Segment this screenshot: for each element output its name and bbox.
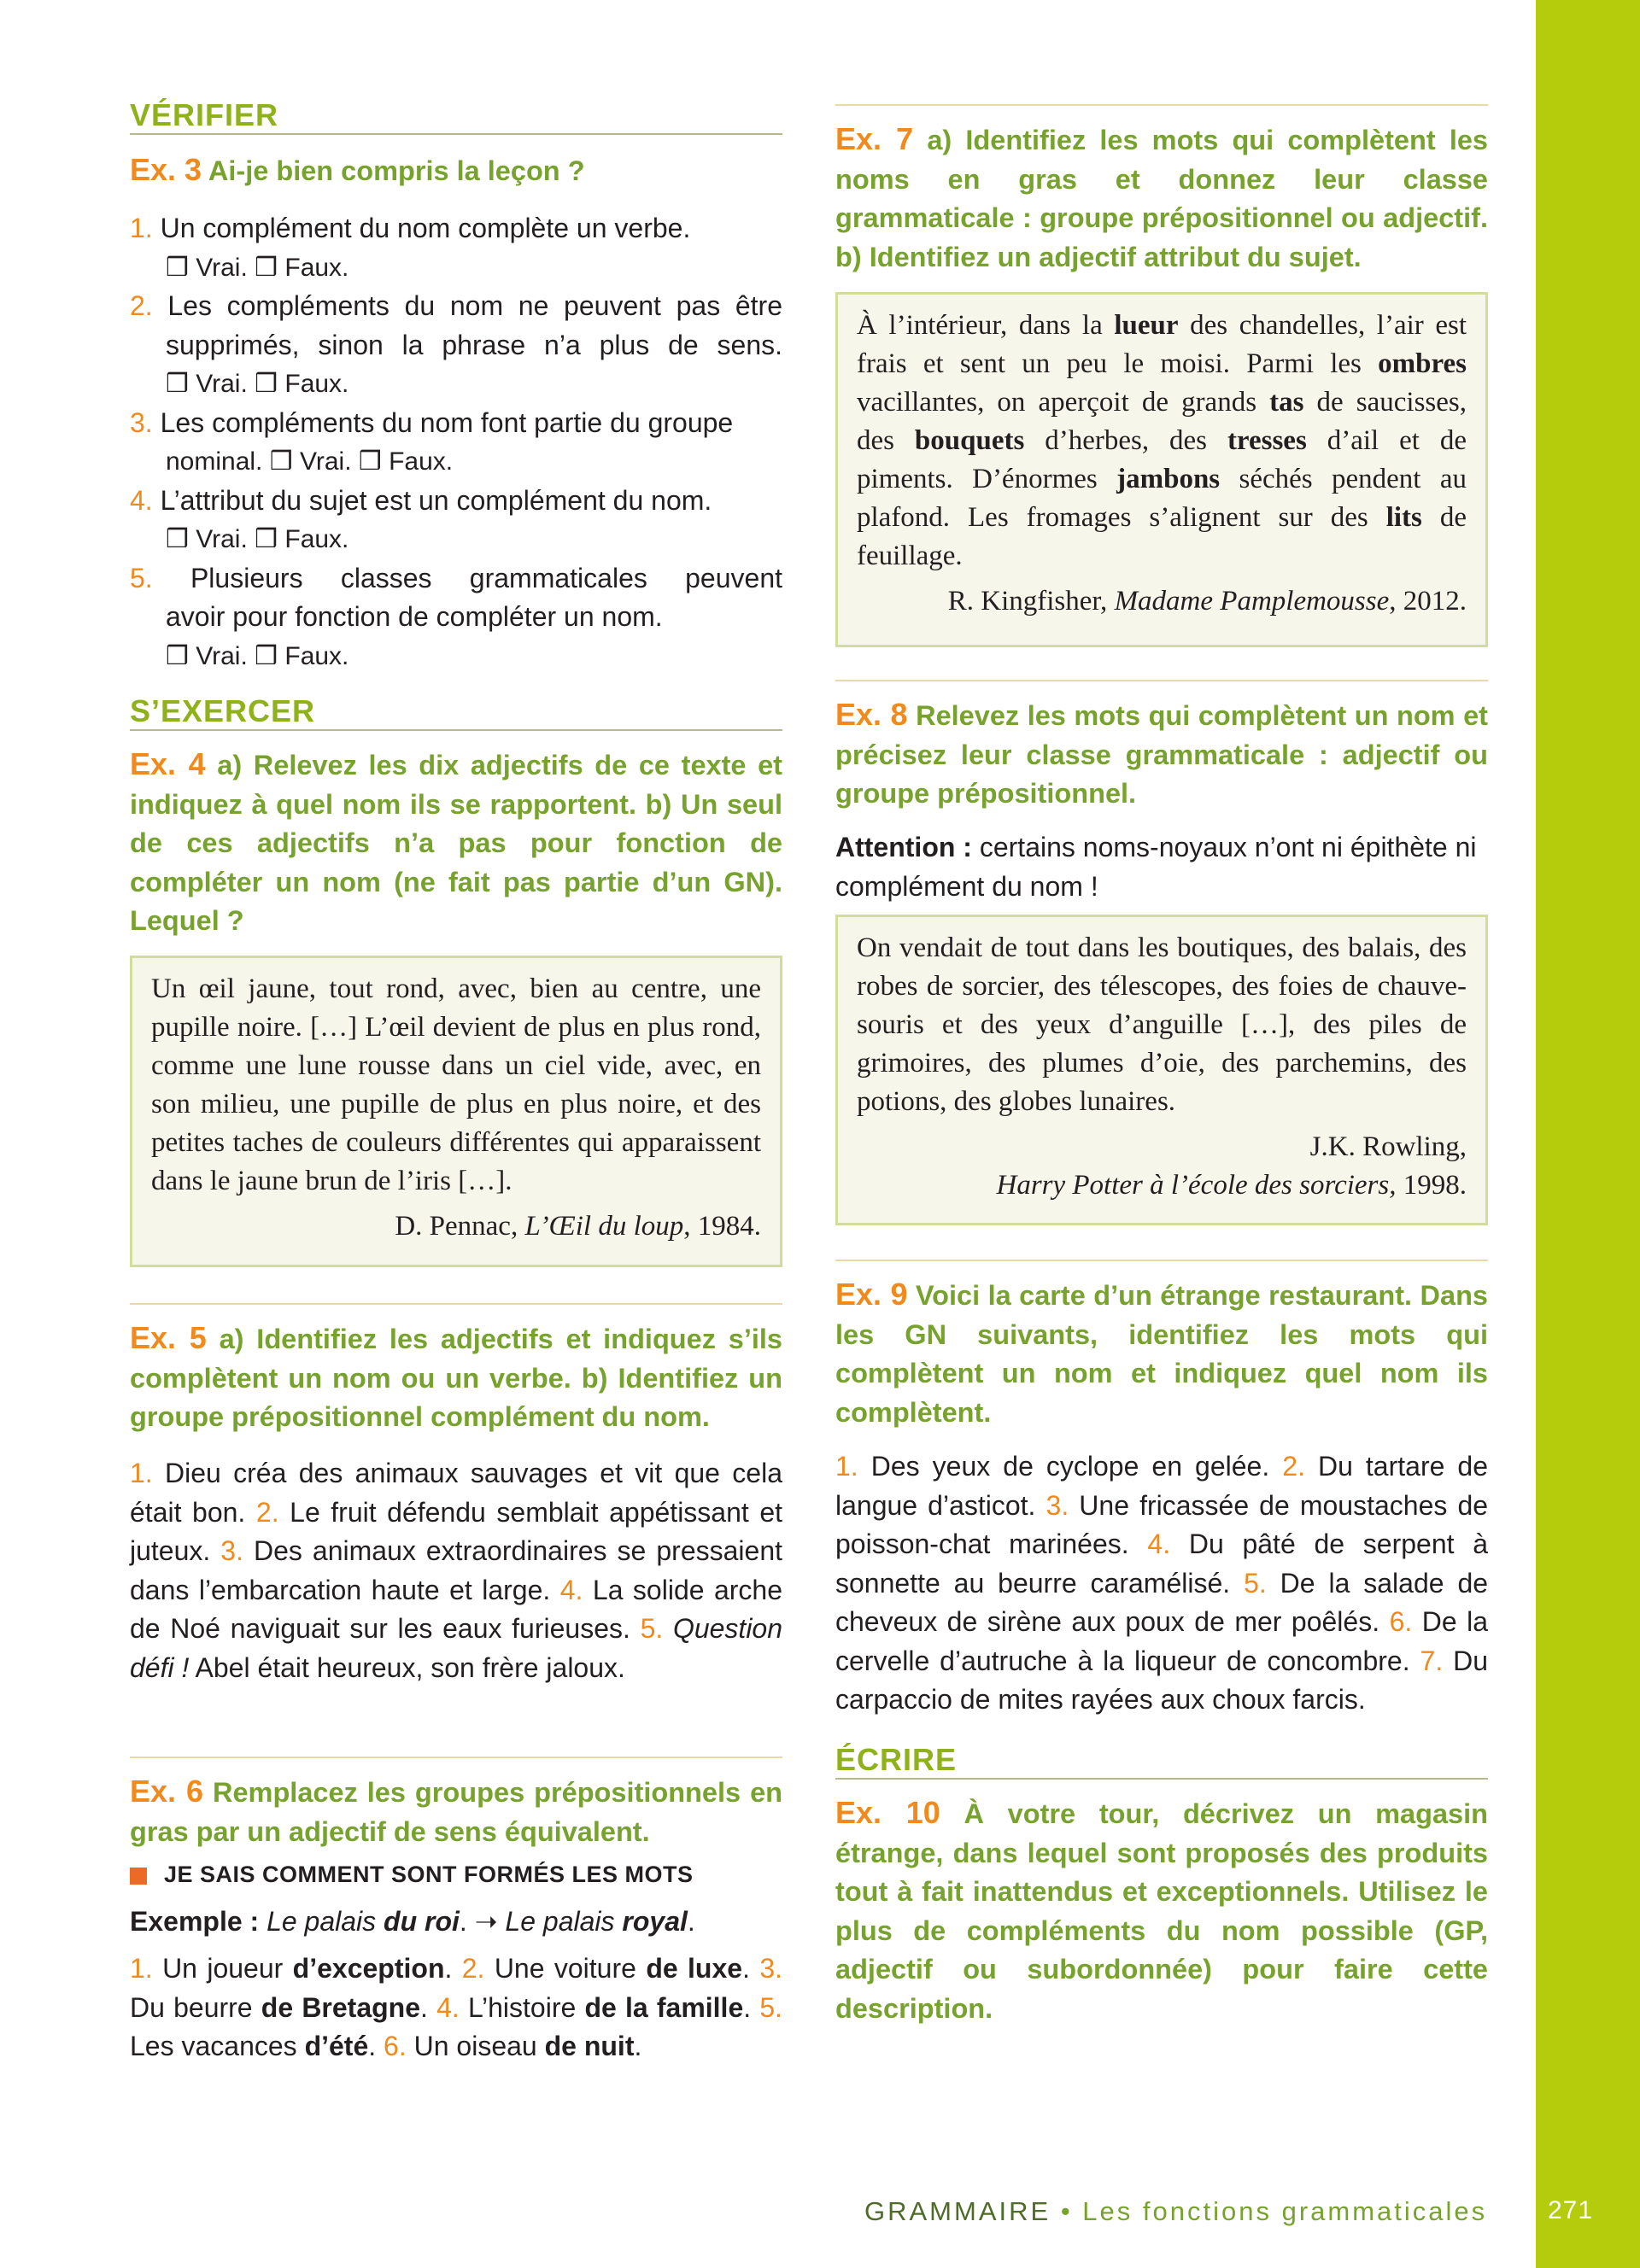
footer-section: GRAMMAIRE [864,2196,1051,2226]
answer-checkboxes: ❒ Vrai. ❒ Faux. [166,641,349,670]
exercise-number: Ex. 8 [835,697,908,732]
exercise-number: Ex. 9 [835,1277,908,1312]
arrow-icon: ➝ [474,1906,498,1937]
exercise-9-items: 1. Des yeux de cyclope en gelée. 2. Du tartare de langue d’asticot. 3. Une fricassée de moustaches de poisson-chat marinées. 4. Du pâté de serpent à sonnette au beurre caramélisé. 5. De la salade de cheveux de sirène aux poux de mer poêlés. 6. De la cervelle d’autruche à la liqueur de concombre. 7. Du carpaccio de mites rayées aux choux farcis. [835,1451,1489,1715]
exercise-7-title [835,120,1488,277]
section-heading-ecrire: ÉCRIRE [835,1742,1488,1780]
citation: R. Kingfisher, Madame Pamplemousse, 2012. [947,586,1467,617]
answer-checkboxes: ❒ Vrai. ❒ Faux. [166,370,349,398]
quoted-text: Un œil jaune, tout rond, avec, bien au centre, une pupille noire. […] L’œil devient de plus en plus rond, comme une lune rousse dans un ciel vide, avec, en son milieu, une pupille de plus en plus noire, et des petites taches de couleurs différentes qui apparaissent dans le jaune brun de l’iris […]. [151,973,761,1196]
question-item: 1. Un complément du nom complète un verbe. [130,213,691,243]
exercise-number: Ex. 4 [130,746,206,781]
answer-checkboxes: ❒ Vrai. ❒ Faux. [166,525,349,553]
question-item: 5. Plusieurs classes grammaticales peuvent [130,562,782,593]
exercise-instruction: Remplacez les groupes prépositionnels en gras par un adjectif de sens équivalent. [130,1777,782,1847]
citation-work: Harry Potter à l’école des sorciers, 1998. [996,1170,1467,1201]
exercise-5-title [130,1318,782,1437]
exercise-number: Ex. 10 [835,1795,940,1830]
exercise-6-items: 1. Un joueur d’exception. 2. Une voiture de luxe. 3. Du beurre de Bretagne. 4. L’histoire de la famille. 5. Les vacances d’été. 6. Un oiseau de nuit. [130,1953,783,2061]
exercise-separator [835,104,1488,106]
exercise-instruction: Relevez les mots qui complètent un nom et précisez leur classe grammaticale : adjectif ou groupe prépositionnel. [835,700,1488,809]
exercise-number: Ex. 5 [130,1320,207,1355]
exercise-instruction: a) Identifiez les mots qui complètent les noms en gras et donnez leur classe grammaticale : groupe prépositionnel ou adjectif. b) Identifiez un adjectif attribut du sujet. [835,125,1489,272]
exercise-instruction: Ai-je bien compris la leçon ? [208,155,585,186]
exercise-5-sentences: 1. Dieu créa des animaux sauvages et vit que cela était bon. 2. Le fruit défendu semblait appétissant et juteux. 3. Des animaux extraordinaires se pressaient dans l’embarcation haute et large. 4. La solide arche de Noé naviguait sur les eaux furieuses. 5. Question défi ! Abel était heureux, son frère jaloux. [130,1458,783,1683]
exercise-3-title [130,150,782,191]
exercise-6-title [130,1772,782,1851]
exercise-instruction: À votre tour, décrivez un magasin étrange, dans lequel sont proposés des produits tout à fait inattendus et exceptionnels. Utilisez le plus de compléments du nom possible (GP, adjectif ou subordonnée) pour faire cette description. [835,1798,1488,2024]
answer-checkboxes: ❒ Vrai. ❒ Faux. [166,253,349,282]
exercise-10-title [835,1793,1488,2028]
quoted-text: On vendait de tout dans les boutiques, des balais, des robes de sorcier, des télescopes, des foies de chauve-souris et des yeux d’anguille […], des piles de grimoires, des plumes d’oie, des parchemins, des potions, des globes lunaires. [857,932,1467,1117]
exercise-3-questions: 1. Un complément du nom complète un verbe. ❒ Vrai. ❒ Faux. 2. Les compléments du nom ne peuvent pas être supprimés, sinon la phrase n’a plus de sens. ❒ Vrai. ❒ Faux. 3. Les compléments du nom font partie du groupe nominal. ❒ Vrai. ❒ Faux. 4. L’attribut du sujet est un complément du nom. ❒ Vrai. ❒ Faux. 5. Plusieurs classes grammaticales peuvent avoir pour fonction de compléter un nom. ❒ Vrai. ❒ Faux. [130,209,782,675]
exercise-separator [130,1757,782,1758]
page-number: 271 [1548,2196,1594,2224]
exercise-instruction: a) Relevez les dix adjectifs de ce texte et indiquez à quel nom ils se rapportent. b) Un seul de ces adjectifs n’a pas pour fonction de compléter un nom (ne fait pas partie d’un GN). Lequel ? [130,750,783,936]
page-footer [864,2196,1487,2227]
exercise-separator [835,1260,1488,1261]
exercise-instruction: a) Identifiez les adjectifs et indiquez s’ils complètent un nom ou un verbe. b) Identifiez un groupe prépositionnel complément du nom. [130,1324,783,1432]
citation: D. Pennac, L’Œil du loup, 1984. [395,1211,761,1242]
exercise-number: Ex. 7 [835,121,914,156]
exercise-8-title [835,695,1488,814]
skill-heading: JE SAIS COMMENT SONT FORMÉS LES MOTS [130,1862,694,1888]
exercise-number: Ex. 3 [130,152,202,187]
section-heading-exercer: S’EXERCER [130,693,782,731]
exercise-4-text-box [130,956,782,1267]
exercise-separator [835,680,1488,681]
exercise-7-text-box [835,292,1488,647]
exercise-6-example: Exemple : Le palais du roi. ➝ Le palais royal. [130,1906,695,1937]
footer-bullet: • [1060,2196,1073,2226]
footer-chapter: Les fonctions grammaticales [1082,2196,1488,2226]
quoted-text: À l’intérieur, dans la lueur des chandelles, l’air est frais et sent un peu le moisi. Parmi les ombres vacillantes, on aperçoit de grands tas de saucisses, des bouquets d’herbes, des tresses d’ail et de piments. D’énormes jambons séchés pendent au plafond. Les fromages s’alignent sur des lits de feuillage. [857,310,1467,571]
page-side-band [1536,0,1640,2268]
square-bullet-icon [130,1868,147,1885]
question-item: 4. L’attribut du sujet est un complément du nom. [130,484,712,516]
citation-author: J.K. Rowling, [1309,1131,1467,1162]
exercise-number: Ex. 6 [130,1774,204,1809]
exercise-9-title [835,1275,1488,1432]
exercise-separator [130,1303,782,1305]
exercise-4-title [130,745,782,941]
question-item: 2. Les compléments du nom ne peuvent pas être [130,290,782,321]
question-item: 3. Les compléments du nom font partie du groupe [130,406,734,438]
exercise-instruction: Voici la carte d’un étrange restaurant. Dans les GN suivants, identifiez les mots qui complètent un nom et indiquez quel nom ils complètent. [835,1280,1488,1428]
exercise-8-text-box [835,915,1488,1225]
exercise-8-attention: Attention : certains noms-noyaux n’ont ni épithète ni complément du nom ! [835,832,1477,902]
section-heading-verifier: VÉRIFIER [130,97,782,135]
